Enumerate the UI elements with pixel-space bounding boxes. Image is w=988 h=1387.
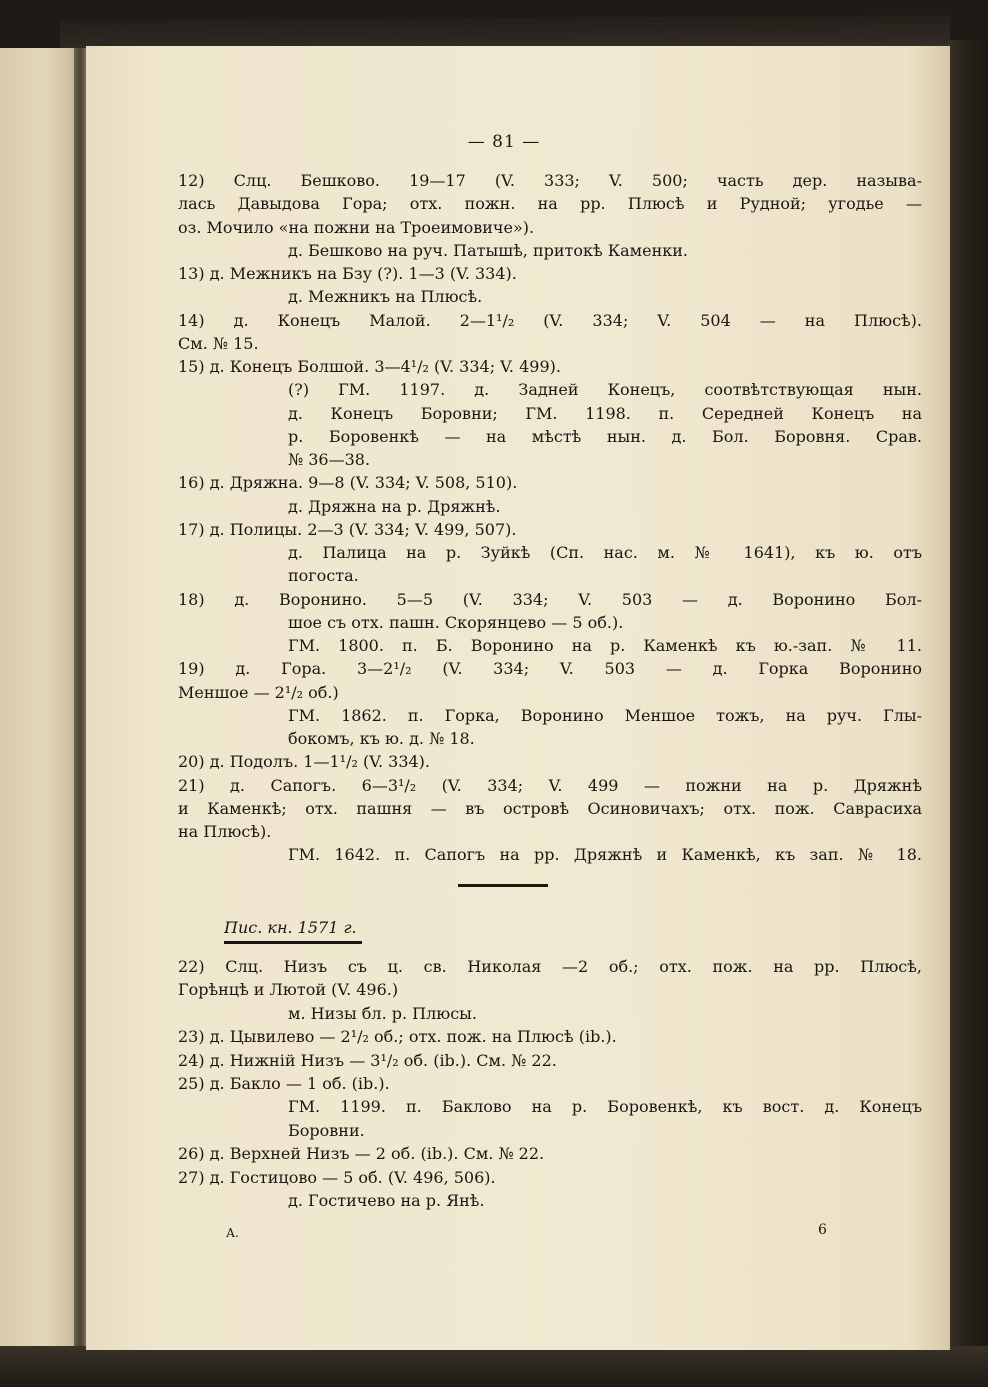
- text-line: д. Конецъ Боровни; ГМ. 1198. п. Середней Конецъ на: [288, 403, 922, 423]
- text-line: 25) д. Бакло — 1 об. (ib.).: [178, 1074, 390, 1093]
- text-line: бокомъ, къ ю. д. № 18.: [288, 729, 475, 748]
- text-line: оз. Мочило «на пожни на Троеимовиче»).: [178, 217, 535, 237]
- text-line: погоста.: [288, 566, 359, 586]
- text-line: 21) д. Сапогъ. 6—3¹/₂ (V. 334; V. 499 — пожни на р. Дряжнѣ: [178, 775, 922, 795]
- section-title: Пис. кн. 1571 г.: [224, 918, 357, 937]
- text-line: д. Дряжна на р. Дряжнѣ.: [288, 496, 501, 516]
- book-page: [86, 46, 950, 1350]
- text-line: 15) д. Конецъ Болшой. 3—4¹/₂ (V. 334; V. 499).: [178, 357, 561, 376]
- text-line: 13) д. Межникъ на Бзу (?). 1—3 (V. 334).: [178, 264, 517, 283]
- text-line: Меншое — 2¹/₂ об.): [178, 682, 339, 702]
- page-number: — 81 —: [467, 132, 541, 152]
- text-line: на Плюсѣ).: [178, 822, 272, 841]
- text-line: 26) д. Верхней Низъ — 2 об. (ib.). См. № 22.: [178, 1144, 545, 1164]
- text-line: 20) д. Подолъ. 1—1¹/₂ (V. 334).: [178, 752, 430, 772]
- signature-mark: А.: [226, 1226, 239, 1240]
- text-line: Горѣнцѣ и Лютой (V. 496.): [178, 980, 399, 1000]
- text-line: м. Низы бл. р. Плюсы.: [288, 1003, 477, 1023]
- text-line: д. Бешково на руч. Патышѣ, притокѣ Каменки.: [288, 240, 688, 260]
- text-line: (?) ГМ. 1197. д. Задней Конецъ, соотвѣтствующая нын.: [288, 380, 922, 400]
- text-line: шое съ отх. пашн. Скорянцево — 5 об.).: [288, 612, 624, 632]
- text-line: 16) д. Дряжна. 9—8 (V. 334; V. 508, 510).: [178, 473, 518, 493]
- text-line: ГМ. 1862. п. Горка, Воронино Меншое тожъ, на руч. Глы-: [288, 705, 922, 725]
- text-line: р. Боровенкѣ — на мѣстѣ нын. д. Бол. Боровня. Срав.: [288, 426, 922, 446]
- text-line: д. Палица на р. Зуйкѣ (Сп. нас. м. № 1641), къ ю. отъ: [288, 543, 922, 562]
- text-line: 23) д. Цывилево — 2¹/₂ об.; отх. пож. на Плюсѣ (ib.).: [178, 1027, 617, 1047]
- text-line: ГМ. 1642. п. Сапогъ на рр. Дряжнѣ и Каменкѣ, къ зап. № 18.: [288, 845, 922, 865]
- text-line: 22) Слц. Низъ съ ц. св. Николая —2 об.; отх. пож. на рр. Плюсѣ,: [178, 957, 922, 976]
- text-line: и Каменкѣ; отх. пашня — въ островѣ Осиновичахъ; отх. пож. Саврасиха: [178, 798, 922, 818]
- text-line: 17) д. Полицы. 2—3 (V. 334; V. 499, 507).: [178, 519, 517, 539]
- text-line: 27) д. Гостицово — 5 об. (V. 496, 506).: [178, 1167, 496, 1187]
- text-line: 24) д. Нижній Низъ — 3¹/₂ об. (ib.). См. № 22.: [178, 1050, 557, 1070]
- section-underline: [224, 941, 362, 944]
- text-line: Боровни.: [288, 1120, 365, 1140]
- text-line: См. № 15.: [178, 333, 259, 353]
- section-divider: [458, 884, 548, 887]
- text-line: 14) д. Конецъ Малой. 2—1¹/₂ (V. 334; V. 504 — на Плюсѣ).: [178, 310, 922, 330]
- text-line: лась Давыдова Гора; отх. пожн. на рр. Плюсѣ и Рудной; угодье —: [178, 194, 922, 214]
- book-cover-right: [948, 40, 988, 1360]
- text-line: ГМ. 1800. п. Б. Воронино на р. Каменкѣ къ ю.-зап. № 11.: [288, 636, 922, 655]
- text-line: 18) д. Воронино. 5—5 (V. 334; V. 503 — д. Воронино Бол-: [178, 589, 922, 609]
- text-line: ГМ. 1199. п. Баклово на р. Боровенкѣ, къ вост. д. Конецъ: [288, 1097, 922, 1117]
- text-line: № 36—38.: [288, 450, 371, 469]
- book-bottom-edge: [0, 1346, 988, 1387]
- text-line: д. Гостичево на р. Янѣ.: [288, 1191, 485, 1210]
- text-line: д. Межникъ на Плюсѣ.: [288, 287, 483, 307]
- sheet-number: 6: [818, 1222, 827, 1238]
- left-page-edge: [0, 48, 78, 1348]
- text-line: 12) Слц. Бешково. 19—17 (V. 333; V. 500; часть дер. называ-: [178, 171, 922, 190]
- text-line: 19) д. Гора. 3—2¹/₂ (V. 334; V. 503 — д. Горка Воронино: [178, 659, 922, 679]
